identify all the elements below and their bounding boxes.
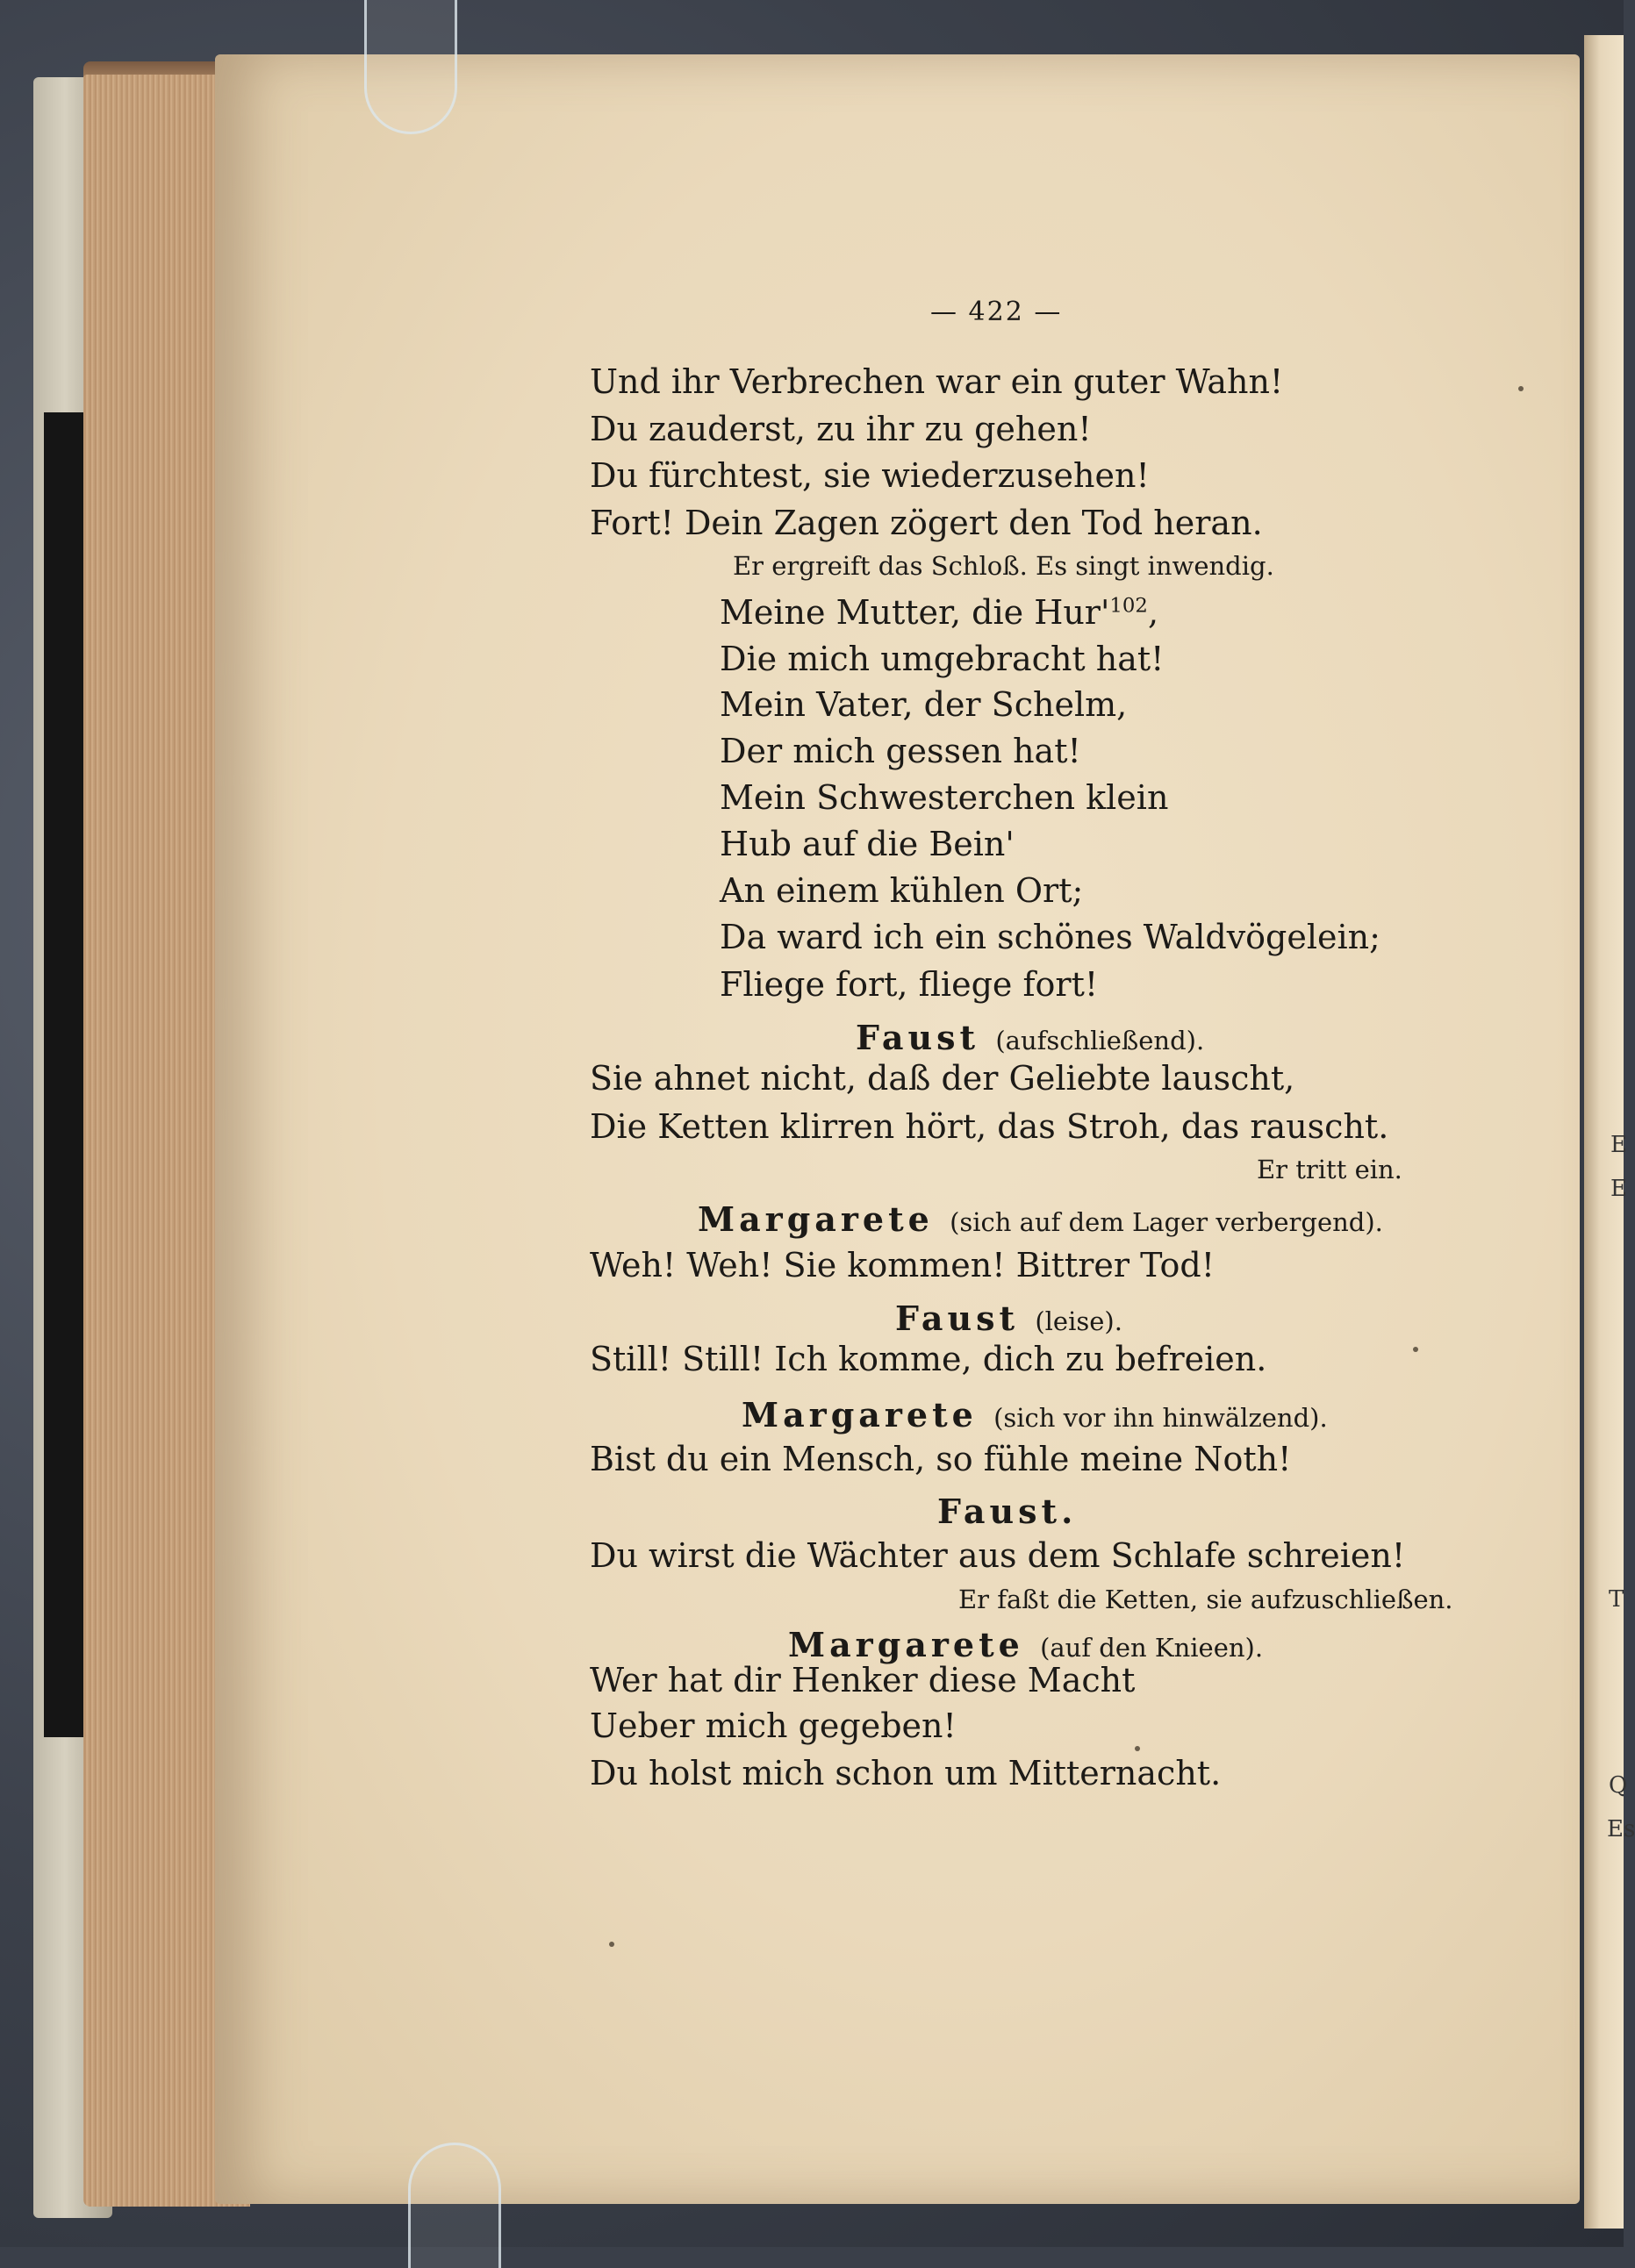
next-page-sliver — [1584, 35, 1635, 2229]
verse-line: Die mich umgebracht hat! — [720, 640, 1165, 678]
verse-line: Du zauderst, zu ihr zu gehen! — [590, 410, 1092, 448]
stage-direction: Er ergreift das Schloß. Es singt inwendig. — [733, 551, 1274, 581]
verse-line: Bist du ein Mensch, so fühle meine Noth! — [590, 1440, 1292, 1478]
verse-line: Mein Schwesterchen klein — [720, 778, 1169, 817]
verse-line: Du holst mich schon um Mitternacht. — [590, 1754, 1222, 1792]
next-page-fragment: Es — [1607, 1816, 1635, 1842]
verse-line: Fliege fort, fliege fort! — [720, 965, 1099, 1004]
verse-line: Fort! Dein Zagen zögert den Tod heran. — [590, 504, 1263, 542]
verse-line: Ueber mich gegeben! — [590, 1706, 957, 1745]
book-spine-band — [44, 412, 83, 1737]
next-page-fragment: E — [1610, 1132, 1627, 1158]
verse-line: Du wirst die Wächter aus dem Schlafe schreien! — [590, 1536, 1406, 1575]
next-page-fragment: E — [1610, 1176, 1627, 1202]
speaker-heading: Margarete (sich vor ihn hinwälzend). — [742, 1395, 1328, 1434]
speaker-heading: Margarete (auf den Knieen). — [788, 1625, 1264, 1664]
verse-line: Still! Still! Ich komme, dich zu befreien. — [590, 1340, 1267, 1378]
verse-line: Mein Vater, der Schelm, — [720, 685, 1128, 724]
stage-direction: Er faßt die Ketten, sie aufzuschließen. — [958, 1585, 1453, 1614]
next-page-fragment: Q — [1609, 1772, 1628, 1799]
footnote-marker: 102 — [1109, 594, 1148, 618]
next-page-fragment: T — [1609, 1586, 1624, 1613]
verse-line: An einem kühlen Ort; — [720, 871, 1084, 910]
page-clip-top — [364, 0, 457, 134]
verse-line: Hub auf die Bein' — [720, 825, 1015, 863]
page-number: — 422 — — [930, 297, 1063, 327]
verse-line: Sie ahnet nicht, daß der Geliebte lauscht, — [590, 1059, 1295, 1098]
page-clip-bottom — [408, 2143, 501, 2268]
verse-line: Du fürchtest, sie wiederzusehen! — [590, 456, 1150, 495]
paper-speck — [1413, 1347, 1418, 1352]
verse-line: Meine Mutter, die $Hur'^{102}$, — [720, 593, 1159, 632]
speaker-heading: Faust. — [937, 1492, 1078, 1531]
verse-line: Der mich gessen hat! — [720, 732, 1081, 770]
verse-line: Die Ketten klirren hört, das Stroh, das rauscht. — [590, 1107, 1389, 1146]
speaker-heading: Margarete (sich auf dem Lager verbergend). — [698, 1199, 1383, 1239]
paper-speck — [1135, 1746, 1140, 1751]
stage-direction: Er tritt ein. — [1257, 1155, 1402, 1184]
paper-speck — [1518, 386, 1524, 391]
verse-line: Wer hat dir Henker diese Macht — [590, 1661, 1136, 1699]
verse-line: Da ward ich ein schönes Waldvögelein; — [720, 918, 1380, 956]
speaker-heading: Faust (leise). — [895, 1299, 1122, 1338]
speaker-heading: Faust (aufschließend). — [856, 1018, 1205, 1057]
paper-speck — [609, 1942, 614, 1947]
verse-line: Und ihr Verbrechen war ein guter Wahn! — [590, 362, 1284, 401]
verse-line: Weh! Weh! Sie kommen! Bittrer Tod! — [590, 1246, 1215, 1284]
